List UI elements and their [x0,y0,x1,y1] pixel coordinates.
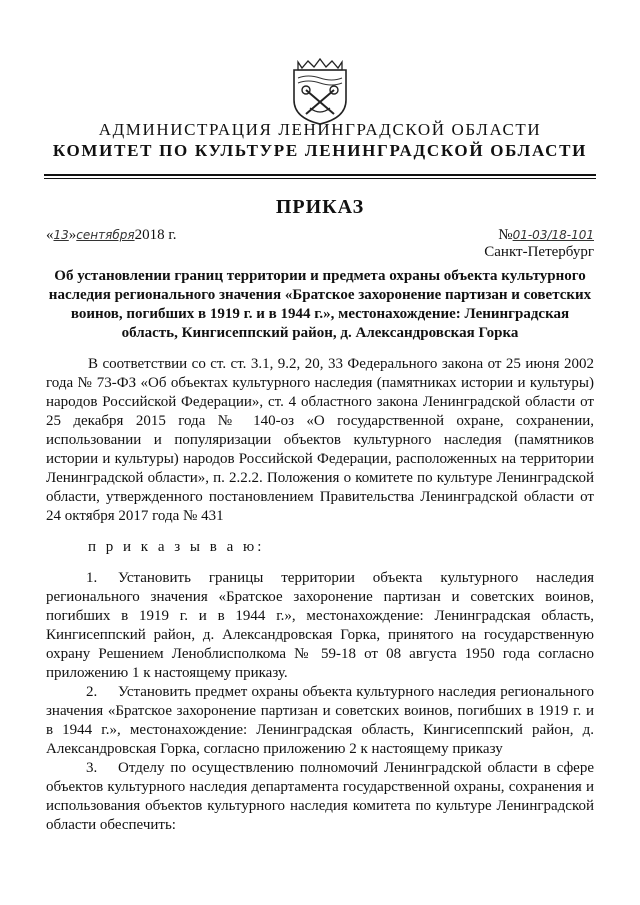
date-month-handwritten: сентября [76,228,135,242]
intro-paragraph: В соответствии со ст. ст. 3.1, 9.2, 20, 33 Федерального закона от 25 июня 2002 года № 73-ФЗ «Об объектах культурного наследия (памятниках истории и культуры) народов Российской Федерации», ст. 4 областного закона Ленинградской области от 25 декабря 2015 года № 140-оз «О государственной охране, сохранении, использовании и популяризации объектов культурного наследия (памятников истории и культуры) народов Российской Федерации, расположенных на территории Ленинградской области», п. 2.2.2. Положения о комитете по культуре Ленинградской области, утвержденного постановлением Правительства Ленинградской области от 24 октября 2017 года № 431 [46,356,594,524]
date-open-quote: « [46,227,54,243]
date-close-quote: » [68,227,77,243]
item-number: 2. [86,684,98,700]
order-item-3 [46,759,594,835]
item-number: 3. [86,760,98,776]
number-handwritten: 01-03/18-101 [512,228,594,242]
order-word: п р и к а з ы в а ю: [88,539,265,555]
number-prefix: № [498,227,513,243]
document-subject: Об установлении границ территории и предмета охраны объекта культурного наследия регионального значения «Братское захоронение партизан и советских воинов, погибших в 1919 г. и в 1944 г.», местонахождение: Ленинградская область, Кингисеппский район, д. Александровская Горка [48,268,592,341]
document-number [498,227,594,244]
coat-of-arms-icon [288,56,352,126]
header-divider-thin [44,178,596,179]
document-date [46,227,177,244]
item-text: Отделу по осуществлению полномочий Ленинградской области в сфере объектов культурного наследия департамента государственной охраны, сохранения и использования объектов культурного наследия комитета по культуре Ленинградской области обеспечить: [46,760,594,833]
header-divider-thick [44,174,596,176]
item-text: Установить границы территории объекта культурного наследия регионального значения «Братское захоронение партизан и советских воинов, погибших в 1919 г. и в 1944 г.», местонахождение: Ленинградская область, Кингисеппский район, д. Александровская Горка, принятого на государственную охрану Решением Леноблисполкома № 59-18 от 08 августа 1950 года согласно приложению 1 к настоящему приказу. [46,570,594,681]
document-title: ПРИКАЗ [275,196,365,218]
date-year: 2018 г. [134,227,177,243]
item-number: 1. [86,570,98,586]
date-day-handwritten: 13 [53,228,69,242]
org-line-committee: КОМИТЕТ ПО КУЛЬТУРЕ ЛЕНИНГРАДСКОЙ ОБЛАСТИ [52,141,588,160]
document-body [46,355,594,835]
order-item-1 [46,569,594,683]
order-item-2 [46,683,594,759]
item-text: Установить предмет охраны объекта культурного наследия регионального значения «Братское захоронение партизан и советских воинов, погибших в 1919 г. и в 1944 г.», местонахождение: Ленинградская область, Кингисеппский район, д. Александровская Горка, согласно приложению 2 к настоящему приказу [46,684,594,757]
document-city: Санкт-Петербург [484,244,594,260]
org-line-administration: АДМИНИСТРАЦИЯ ЛЕНИНГРАДСКОЙ ОБЛАСТИ [98,120,542,139]
